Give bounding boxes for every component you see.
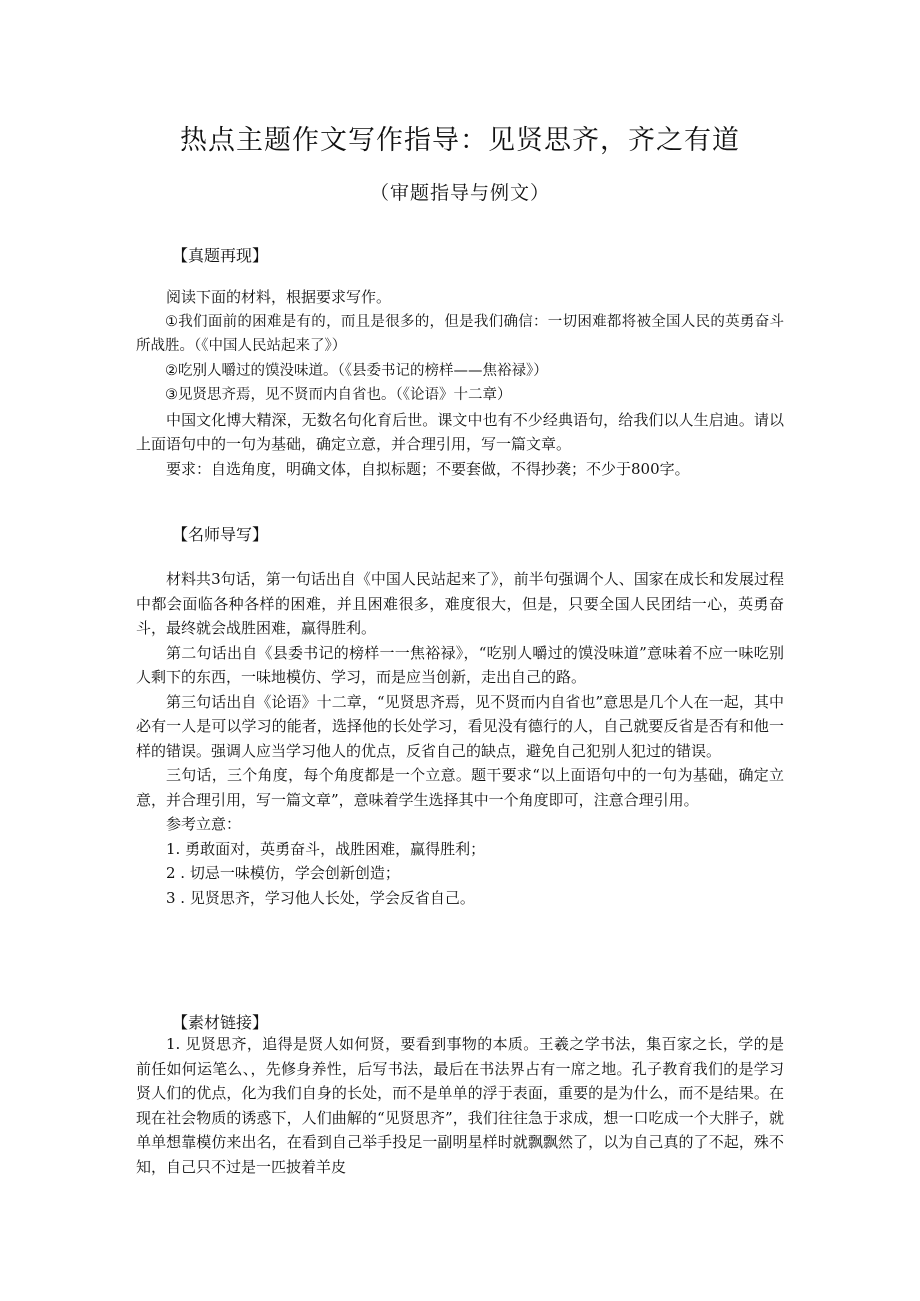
page-subtitle: （审题指导与例文） xyxy=(369,182,550,204)
section-heading-sucai: 【素材链接】 xyxy=(172,1013,269,1032)
paragraph: 要求：自选角度，明确文体，自拟标题；不要套做，不得抄袭；不少于800字。 xyxy=(166,459,690,478)
paragraph: 阅读下面的材料，根据要求写作。 xyxy=(166,288,392,306)
paragraph: 参考立意： xyxy=(166,815,242,833)
quote-paragraph: ②吃别人嚼过的馍没味道。（《县委书记的榜样——焦裕禄》） xyxy=(165,362,548,379)
page-title: 热点主题作文写作指导：见贤思齐，齐之有道 xyxy=(180,125,740,156)
quote-paragraph: ③见贤思齐焉，见不贤而内自省也。（《论语》十二章） xyxy=(165,387,512,403)
paragraph: 1. 见贤思齐，追得是贤人如何贤，要看到事物的本质。王羲之学书法，集百家之长，学的是前任如何运笔么、，先修身养性，后写书法，最后在书法界占有一席之地。孔子教育我们的是学习贤人们的优点，化为我们自身的长处，而不是单单的浮于表面，重要的是为什么，而不是结果。在现在社会物质的诱惑下，人们曲解的“见贤思齐”，我们往往急于求成，想一口吃成一个大胖子，就单单想靠模仿来出名，在看到自己举手投足一副明星样时就飘飘然了，以为自己真的了不起，殊不知，自己只不过是一匹披着羊皮 xyxy=(136,1035,784,1176)
paragraph: 第三句话出自《论语》十二章，“见贤思齐焉，见不贤而内自省也”意思是几个人在一起，其中必有一人是可以学习的能者，选择他的长处学习，看见没有德行的人，自己就要反省是否有和他一样的错误。强调人应当学习他人的优点，反省自己的缺点，避免自己犯别人犯过的错误。 xyxy=(136,692,784,760)
paragraph: 材料共3句话，第一句话出自《中国人民站起来了》，前半句强调个人、国家在成长和发展过程中都会面临各种各样的困难，并且困难很多，难度很大，但是，只要全国人民团结一心，英勇奋斗，最终就会战胜困难，赢得胜利。 xyxy=(136,570,784,637)
section-body-zhenti xyxy=(136,285,784,481)
quote-paragraph: ①我们面前的困难是有的，而且是很多的，但是我们确信：一切困难都将被全国人民的英勇奋斗所战胜。（《中国人民站起来了》） xyxy=(136,313,784,354)
section-body-mingshi xyxy=(136,567,784,910)
section-body-sucai xyxy=(136,1032,784,1179)
list-item: 2 . 切忌一味模仿，学会创新创造； xyxy=(166,864,400,882)
paragraph: 第二句话出自《县委书记的榜样一一焦裕禄》，“吃别人嚼过的馍没味道”意味着不应一味吃别人剩下的东西，一味地模仿、学习，而是应当创新，走出自己的路。 xyxy=(136,643,784,686)
section-heading-zhenti: 【真题再现】 xyxy=(172,246,269,265)
paragraph: 中国文化博大精深，无数名句化育后世。课文中也有不少经典语句，给我们以人生启迪。请以上面语句中的一句为基础，确定立意，并合理引用，写一篇文章。 xyxy=(136,410,784,453)
list-item: 3 . 见贤思齐，学习他人长处，学会反省自己。 xyxy=(166,888,475,907)
section-heading-mingshi: 【名师导写】 xyxy=(172,525,269,544)
paragraph: 三句话，三个角度，每个角度都是一个立意。题干要求“以上面语句中的一句为基础，确定立意，并合理引用，写一篇文章”，意味着学生选择其中一个角度即可，注意合理引用。 xyxy=(136,766,784,809)
list-item: 1. 勇敢面对，英勇奋斗，战胜困难，赢得胜利； xyxy=(166,839,486,858)
